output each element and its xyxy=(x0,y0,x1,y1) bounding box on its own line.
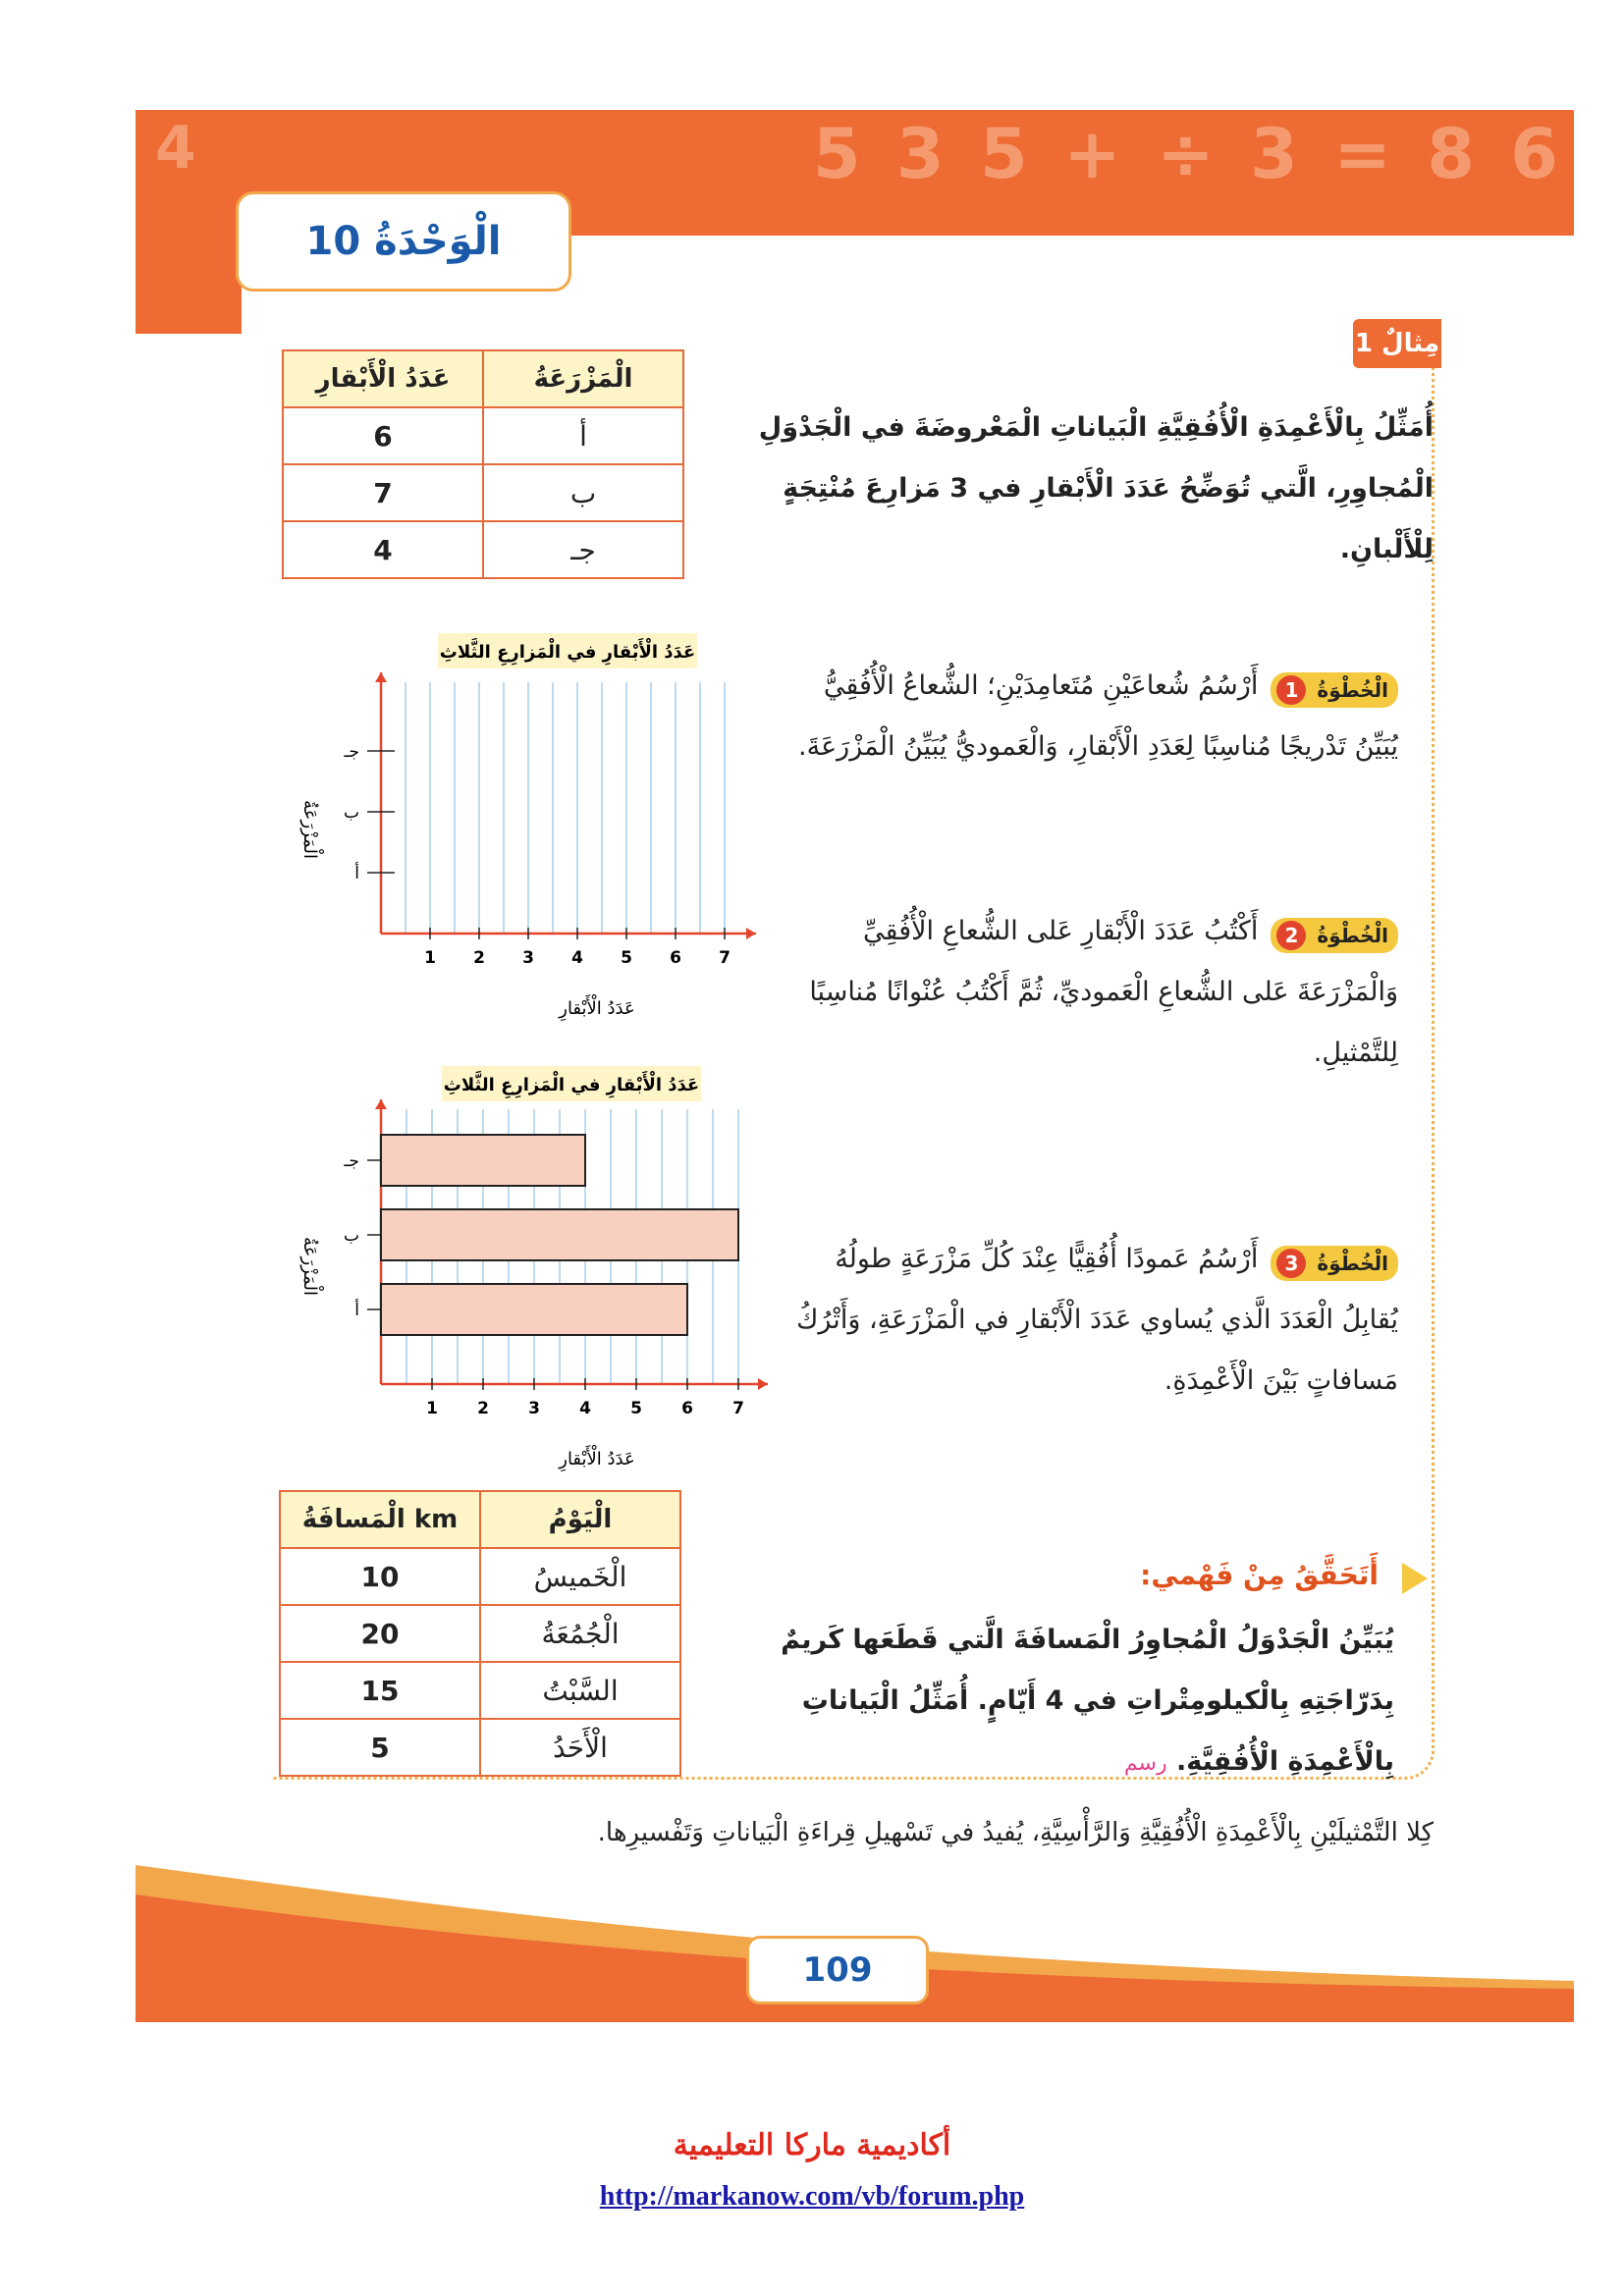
footnote: كِلا التَّمْثيلَيْنِ بِالْأَعْمِدَةِ الْأُفُقِيَّةِ وَالرَّأْسِيَّةِ، يُفيدُ في تَسْهيلِ قِراءَةِ الْبَياناتِ وَتَفْسيرِها. xyxy=(597,1818,1434,1847)
step-text: أَكْتُبُ عَدَدَ الْأَبْقارِ عَلى الشُّعاعِ الْأُفُقِيِّ وَالْمَزْرَعَةَ عَلى الشُّعاعِ الْعَموديِّ، ثُمَّ أَكْتُبُ عُنْوانًا مُناسِبًا لِلتَّمْثيلِ. xyxy=(809,916,1398,1068)
table-cell: الْأَحَدُ xyxy=(480,1719,680,1776)
x-tick-label: 5 xyxy=(630,1399,642,1418)
step-3 xyxy=(789,1229,1398,1412)
table-cell: جـ xyxy=(483,521,683,578)
table-row xyxy=(283,464,683,521)
step-text: أَرْسُمُ عَمودًا أُفُقِيًّا عِنْدَ كُلِّ مَزْرَعَةٍ طولُهُ يُقابِلُ الْعَدَدَ الَّذي يُساوي عَدَدَ الْأَبْقارِ في الْمَزْرَعَةِ، وَأَتْرُكُ مَسافاتٍ بَيْنَ الْأَعْمِدَةِ. xyxy=(796,1244,1398,1396)
step-label: الْخُطْوَةُ xyxy=(1317,677,1388,702)
header-side-strip xyxy=(135,236,242,334)
header-decoration-left: 4 xyxy=(155,114,196,183)
check-text xyxy=(687,1610,1394,1794)
step-text: أَرْسُمُ شُعاعَيْنِ مُتَعامِدَيْنِ؛ الشُّعاعُ الْأُفُقِيُّ يُبَيِّنُ تَدْريجًا مُناسِبًا لِعَدَدِ الْأَبْقارِ، وَالْعَموديُّ يُبَيِّنُ الْمَزْرَعَةَ. xyxy=(798,670,1398,762)
step-2 xyxy=(789,901,1398,1084)
x-tick-label: 3 xyxy=(522,948,534,968)
table-cell: الْجُمُعَةُ xyxy=(480,1605,680,1662)
y-axis-label: الْمَزْرَعَةُ xyxy=(299,800,320,859)
x-tick-label: 6 xyxy=(681,1399,693,1418)
chart-plot-area xyxy=(344,1099,769,1418)
example-tag: مِثالٌ 1 xyxy=(1353,319,1441,368)
step-badge xyxy=(1271,672,1398,708)
cows-table xyxy=(282,349,684,579)
header-decoration-digits: 5 3 5 + ÷ 3 = 8 6 xyxy=(812,114,1564,194)
table-cell: 20 xyxy=(280,1605,480,1662)
x-tick-label: 6 xyxy=(670,948,681,968)
y-tick-label: ب xyxy=(343,803,359,823)
y-tick-label: ب xyxy=(343,1226,359,1246)
x-tick-label: 2 xyxy=(473,948,485,968)
step-badge xyxy=(1271,1246,1398,1281)
table-cell: 4 xyxy=(283,521,483,578)
table-header-day: الْيَوْمُ xyxy=(480,1491,680,1548)
y-axis-arrow xyxy=(375,1099,387,1109)
bar xyxy=(381,1284,687,1335)
table-row xyxy=(280,1662,680,1719)
check-title: أَتَحَقَّقُ مِنْ فَهْمي: xyxy=(1140,1559,1379,1591)
table-row xyxy=(280,1719,680,1776)
bar xyxy=(381,1135,585,1186)
check-arrow-icon xyxy=(1402,1563,1428,1594)
step-1 xyxy=(789,656,1398,777)
bar-chart xyxy=(265,1060,795,1492)
chart-title: عَدَدُ الْأَبْقارِ في الْمَزارِعِ الثَّلاثِ xyxy=(443,1075,700,1095)
table-header-distance: الْمَسافَةُ km xyxy=(280,1491,480,1548)
y-axis-arrow xyxy=(375,672,387,682)
x-tick-label: 7 xyxy=(719,948,731,968)
table-header-row xyxy=(280,1491,680,1548)
x-tick-label: 3 xyxy=(528,1399,540,1418)
table-header-count: عَدَدُ الْأَبْقارِ xyxy=(283,350,483,407)
x-axis-arrow xyxy=(746,928,756,939)
table-cell: 15 xyxy=(280,1662,480,1719)
academy-name: أكاديمية ماركا التعليمية xyxy=(673,2128,951,2163)
table-header-farm: الْمَزْرَعَةُ xyxy=(483,350,683,407)
x-tick-label: 1 xyxy=(426,1399,438,1418)
x-axis-arrow xyxy=(758,1378,768,1390)
x-tick-label: 4 xyxy=(579,1399,591,1418)
table-cell: 6 xyxy=(283,407,483,464)
table-row xyxy=(283,407,683,464)
y-tick-label: أ xyxy=(354,864,359,883)
chart-title: عَدَدُ الْأَبْقارِ في الْمَزارِعِ الثَّلاثِ xyxy=(439,642,696,663)
table-cell: 7 xyxy=(283,464,483,521)
x-tick-label: 7 xyxy=(732,1399,744,1418)
y-tick-label: أ xyxy=(354,1301,359,1320)
x-axis-label: عَدَدُ الْأَبْقارِ xyxy=(559,1449,635,1469)
handwritten-note: رسم xyxy=(1123,1751,1167,1776)
table-cell: الْخَميسُ xyxy=(480,1548,680,1605)
check-body: يُبَيِّنُ الْجَدْوَلُ الْمُجاوِرُ الْمَسافَةَ الَّتي قَطَعَها كَريمٌ بِدَرّاجَتِهِ بِالْكيلومِتْراتِ في 4 أَيّامٍ. أُمَثِّلُ الْبَياناتِ بِالْأَعْمِدَةِ الْأُفُقِيَّةِ. xyxy=(781,1625,1394,1777)
table-cell: 5 xyxy=(280,1719,480,1776)
step-number: 3 xyxy=(1276,1249,1306,1278)
x-axis-label: عَدَدُ الْأَبْقارِ xyxy=(559,998,635,1019)
academy-link[interactable]: http://markanow.com/vb/forum.php xyxy=(599,2181,1025,2212)
x-tick-label: 2 xyxy=(477,1399,489,1418)
chart-plot-area xyxy=(344,672,757,968)
step-label: الْخُطْوَةُ xyxy=(1317,923,1388,947)
empty-axes-chart xyxy=(265,623,785,1045)
table-cell: السَّبْتُ xyxy=(480,1662,680,1719)
table-cell: ب xyxy=(483,464,683,521)
table-cell: 10 xyxy=(280,1548,480,1605)
unit-title: الْوَحْدَةُ 10 xyxy=(236,191,571,292)
distance-table xyxy=(279,1490,681,1777)
table-row xyxy=(280,1548,680,1605)
x-tick-label: 5 xyxy=(621,948,632,968)
y-tick-label: جـ xyxy=(344,1151,359,1171)
example-intro: أُمَثِّلُ بِالْأَعْمِدَةِ الْأُفُقِيَّةِ الْبَياناتِ الْمَعْروضَةَ في الْجَدْوَلِ الْمُجاوِرِ، الَّتي تُوَضِّحُ عَدَدَ الْأَبْقارِ في 3 مَزارِعَ مُنْتِجَةٍ لِلْأَلْبانِ. xyxy=(758,412,1434,564)
table-row xyxy=(280,1605,680,1662)
y-axis-label: الْمَزْرَعَةُ xyxy=(299,1237,320,1296)
y-tick-label: جـ xyxy=(344,742,359,762)
step-badge xyxy=(1271,918,1398,953)
step-number: 1 xyxy=(1276,675,1306,705)
table-row xyxy=(283,521,683,578)
step-label: الْخُطْوَةُ xyxy=(1317,1251,1388,1275)
table-header-row xyxy=(283,350,683,407)
step-number: 2 xyxy=(1276,921,1306,950)
x-tick-label: 4 xyxy=(571,948,583,968)
page-number: 109 xyxy=(746,1936,929,2004)
table-cell: أ xyxy=(483,407,683,464)
bar xyxy=(381,1209,738,1260)
x-tick-label: 1 xyxy=(424,948,436,968)
